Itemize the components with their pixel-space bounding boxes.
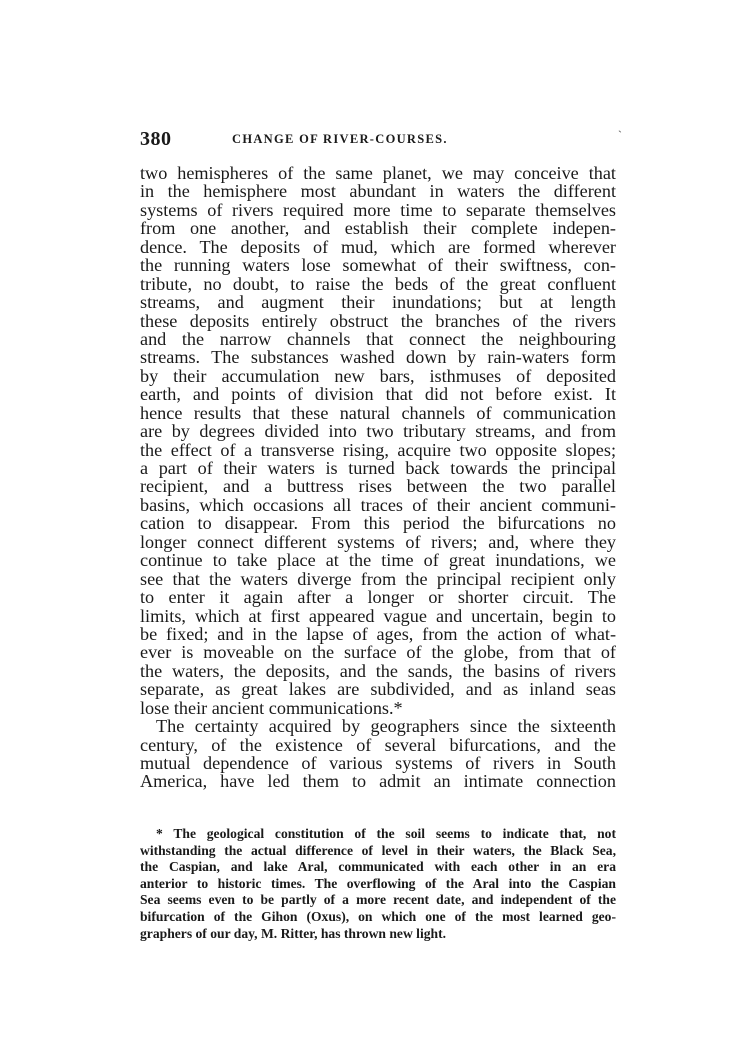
body-line: the running waters lose somewhat of their swiftness, con- — [140, 255, 616, 276]
body-line: America, have led them to admit an intimate connection — [140, 771, 616, 792]
body-line: cation to disappear. From this period the bifurcations no — [140, 513, 616, 534]
body-line: to enter it again after a longer or shorter circuit. The — [140, 587, 616, 608]
body-line: streams. The substances washed down by rain-waters form — [140, 347, 616, 368]
body-line: continue to take place at the time of great inundations, we — [140, 550, 616, 571]
footnote — [140, 826, 616, 942]
body-line: these deposits entirely obstruct the branches of the rivers — [140, 310, 616, 331]
body-line: recipient, and a buttress rises between the two parallel — [140, 476, 616, 497]
body-line: be fixed; and in the lapse of ages, from the action of what- — [140, 623, 616, 644]
body-line: a part of their waters is turned back towards the principal — [140, 458, 616, 478]
body-line: dence. The deposits of mud, which are formed wherever — [140, 236, 616, 257]
body-line: systems of rivers required more time to separate themselves — [140, 199, 616, 220]
body-line: earth, and points of division that did not before exist. It — [140, 384, 616, 405]
body-line: lose their ancient communications.* — [140, 697, 403, 718]
body-line: separate, as great lakes are subdivided, and as inland seas — [140, 679, 616, 700]
body-line: basins, which occasions all traces of their ancient communi- — [140, 494, 616, 515]
footnote-line: bifurcation of the Gihon (Oxus), on which one of the most learned geo- — [140, 908, 616, 924]
running-head: CHANGE OF RIVER-COURSES. — [232, 132, 448, 146]
body-line: century, of the existence of several bifurcations, and the — [140, 734, 616, 755]
body-line: tribute, no doubt, to raise the beds of the great confluent — [140, 273, 616, 294]
body-line: mutual dependence of various systems of rivers in South — [140, 753, 616, 773]
body-line: hence results that these natural channels of communication — [140, 402, 616, 423]
body-line: The certainty acquired by geographers since the sixteenth — [156, 716, 616, 737]
body-line: streams, and augment their inundations; but at length — [140, 292, 616, 313]
body-line: limits, which at first appeared vague and uncertain, begin to — [140, 605, 616, 626]
body-line: from one another, and establish their complete indepen- — [140, 218, 616, 239]
body-line: the effect of a transverse rising, acquire two opposite slopes; — [140, 439, 616, 460]
page-header — [140, 128, 620, 152]
body-line: the waters, the deposits, and the sands, the basins of rivers — [140, 660, 616, 681]
footnote-line: * The geological constitution of the soil seems to indicate that, not — [156, 826, 616, 841]
footnote-line: graphers of our day, M. Ritter, has thrown new light. — [140, 925, 446, 941]
footnote-line: Sea seems even to be partly of a more recent date, and independent of the — [140, 892, 616, 908]
body-line: are by degrees divided into two tributary streams, and from — [140, 421, 616, 442]
body-line: ever is moveable on the surface of the globe, from that of — [140, 642, 616, 663]
body-line: by their accumulation new bars, isthmuses of deposited — [140, 365, 616, 386]
page-number: 380 — [140, 128, 172, 150]
body-line: two hemispheres of the same planet, we may conceive that — [140, 163, 616, 183]
footnote-line: the Caspian, and lake Aral, communicated with each other in an era — [140, 859, 616, 875]
body-line: and the narrow channels that connect the neighbouring — [140, 328, 616, 349]
body-line: see that the waters diverge from the principal recipient only — [140, 568, 616, 589]
footnote-line: withstanding the actual difference of level in their waters, the Black Sea, — [140, 842, 616, 858]
body-line: longer connect different systems of rivers; and, where they — [140, 531, 616, 552]
body-line: in the hemisphere most abundant in waters the different — [140, 181, 616, 202]
footnote-line: anterior to historic times. The overflowing of the Aral into the Caspian — [140, 875, 616, 891]
body-text — [140, 164, 616, 791]
stray-print-mark: ` — [618, 128, 622, 142]
